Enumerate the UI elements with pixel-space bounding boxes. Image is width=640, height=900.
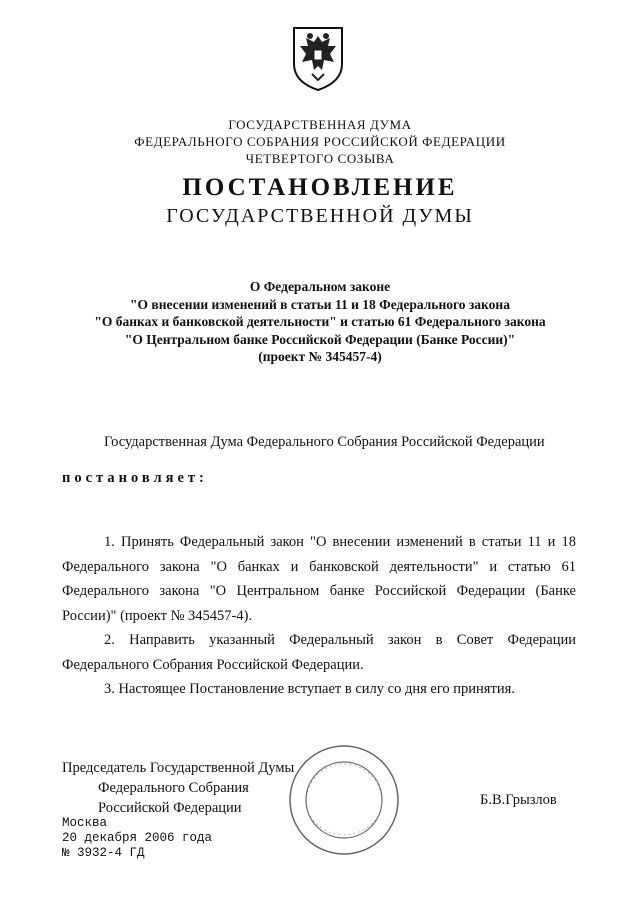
document-type-title: ПОСТАНОВЛЕНИЕ	[182, 174, 458, 201]
double-headed-eagle-emblem-icon	[286, 22, 350, 94]
signatory-title-line: Председатель Государственной Думы	[62, 760, 295, 776]
signer-name: Б.В.Грызлов	[480, 792, 557, 808]
preamble: Государственная Дума Федерального Собрания Российской Федерации	[104, 434, 545, 450]
signatory-title	[62, 758, 294, 818]
subject-line: "О внесении изменений в статьи 11 и 18 Федерального закона	[130, 296, 510, 312]
signatory-title-line: Российской Федерации	[98, 800, 242, 816]
issuer-line: ЧЕТВЕРТОГО СОЗЫВА	[245, 151, 395, 166]
subject-line: О Федеральном законе	[249, 279, 391, 294]
date: 20 декабря 2006 года	[62, 831, 213, 845]
subject-line: "О Центральном банке Российской Федерации (Банке России)"	[124, 331, 516, 347]
issuer-block	[0, 116, 640, 167]
resolution-paragraph: 2. Направить указанный Федеральный закон в Совет Федерации Федерального Собрания Российской Федерации.	[62, 632, 576, 673]
resolves-word: постановляет:	[62, 470, 208, 486]
document-subject	[0, 278, 640, 366]
resolution-body	[62, 530, 576, 702]
issuer-line: ФЕДЕРАЛЬНОГО СОБРАНИЯ РОССИЙСКОЙ ФЕДЕРАЦИИ	[134, 134, 506, 149]
issuer-line: ГОСУДАРСТВЕННАЯ ДУМА	[228, 117, 412, 132]
document-type-subtitle: ГОСУДАРСТВЕННОЙ ДУМЫ	[166, 205, 474, 227]
place-date-number	[62, 816, 212, 861]
subject-line: (проект № 345457-4)	[258, 349, 382, 364]
document-number: № 3932-4 ГД	[62, 846, 145, 860]
signatory-title-line: Федерального Собрания	[98, 780, 249, 796]
resolution-paragraph: 3. Настоящее Постановление вступает в силу со дня его принятия.	[104, 681, 515, 697]
round-protocol-department-stamp-icon	[286, 742, 402, 858]
resolution-paragraph: 1. Принять Федеральный закон "О внесении изменений в статьи 11 и 18 Федерального закона "О банках и банковской деятельности" и статью 61 Федерального закона "О Центральном банке Российской Федерации (Банке России)" (проект № 345457-4).	[62, 534, 576, 624]
place: Москва	[62, 816, 108, 830]
subject-line: "О банках и банковской деятельности" и статью 61 Федерального закона	[94, 314, 546, 329]
